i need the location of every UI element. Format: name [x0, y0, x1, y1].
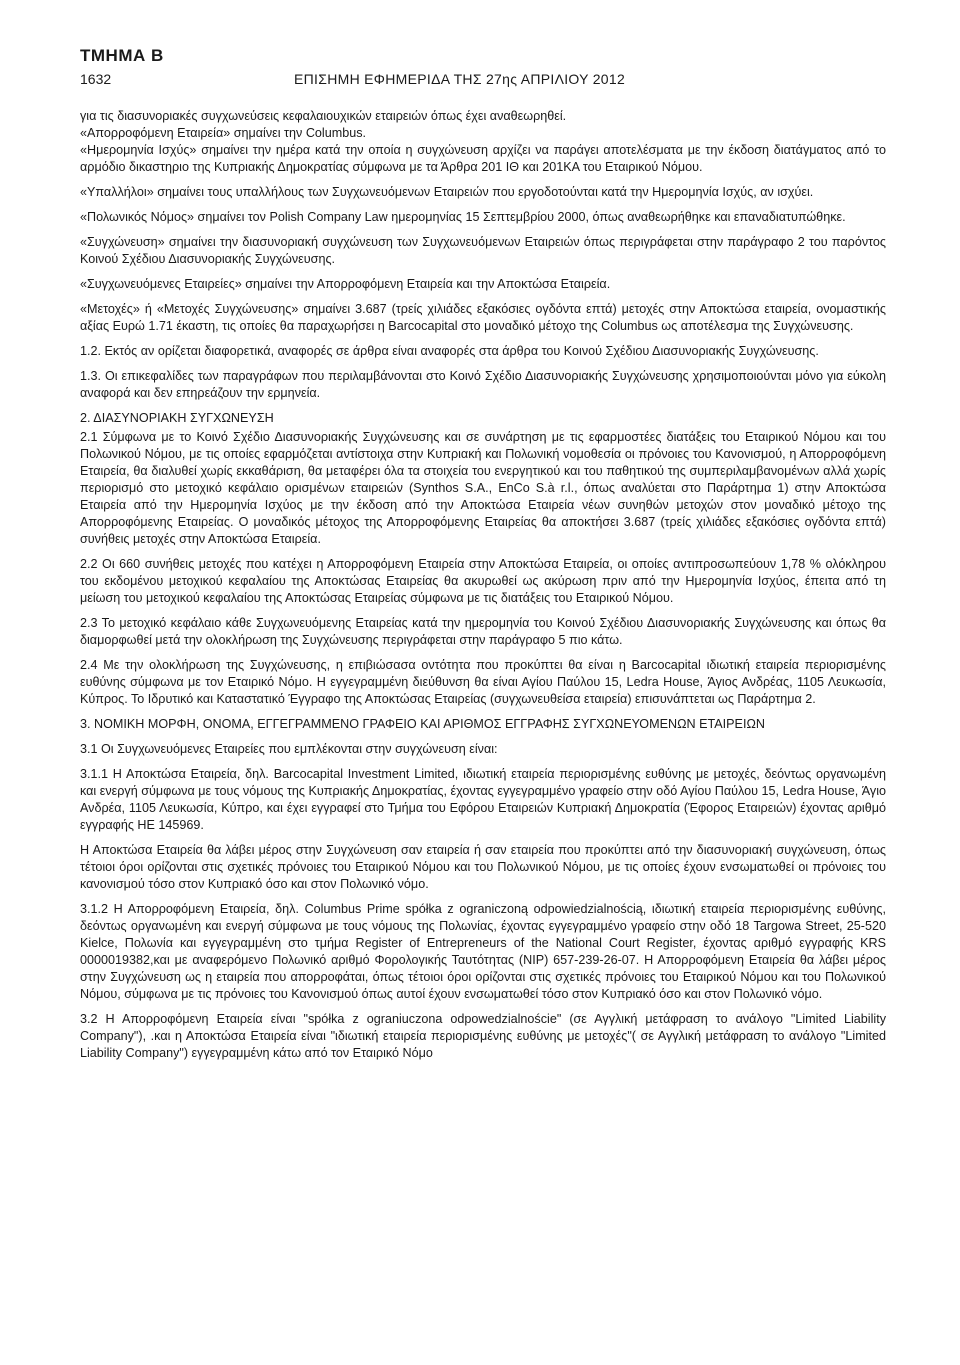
paragraph: 2.3 Το μετοχικό κεφάλαιο κάθε Συγχωνευόμενης Εταιρείας κατά την ημερομηνία του Κοινού Σχέδιου Διασυνοριακής Συγχώνευσης και όπως θα διαμορφωθεί μετά την ολοκλήρωση της Συγχώνευσης περιγράφεται στην παράγραφο 5 πιο κάτω.	[80, 616, 886, 647]
paragraph: 3.1.2 Η Απορροφόμενη Εταιρεία, δηλ. Columbus Prime spółka z ograniczoną odpowiedzialnością, ιδιωτική εταιρεία περιορισμένης ευθύνης, δεόντως οργανωμένη και ενεργή σύμφωνα με τους νόμους της Πολωνίας, έχοντας εγγεγραμμένο γραφείο στην οδό 18 Targowa Street, 25-520 Kielce, Πολωνία και εγγεγραμμένη στο τμήμα Register of Entrepreneurs of the National Court Register, έχοντας αριθμό εγγραφής KRS 0000019382,και με αναφερόμενο Πολωνικό αριθμό Φορολογικής Ταυτότητας (NIP) 657-239-26-07. Η Απορροφόμενη Εταιρεία θα λάβει μέρος στην Συγχώνευση ως η εταιρεία που απορροφάται, όπως τέτοιοι όροι ορίζονται στις σχετικές πρόνοιες του Εταιρικού Νόμου και του Πολωνικού Νόμου, σύμφωνα με τις πρόνοιες του Κανονισμού όπως αυτοί έχουν ενσωματωθεί τόσο στον Κυπριακό όσο και στον Πολωνικό νόμο.	[80, 902, 886, 1001]
paragraph: 2.2 Οι 660 συνήθεις μετοχές που κατέχει η Απορροφόμενη Εταιρεία στην Αποκτώσα Εταιρεία, οι οποίες αντιπροσωπεύουν 1,78 % ολόκληρου του εκδομένου μετοχικού κεφαλαίου της Αποκτώσας Εταιρείας θα ακυρωθεί ως ακύρωση πριν από την Ημερομηνία Ισχύος, έπειτα από τη μείωση του μετοχικού κεφαλαίου της Αποκτώσας Εταιρείας σύμφωνα με τις διατάξεις του Εταιρικού Νόμου.	[80, 557, 886, 605]
paragraph: «Ημερομηνία Ισχύς» σημαίνει την ημέρα κατά την οποία η συγχώνευση αρχίζει να παράγει αποτελέσματα με την έκδοση διατάγματος από το αρμόδιο δικαστηριο της Κυπριακής Δημοκρατίας σύμφωνα με τα Άρθρα 201 ΙΘ και 201ΚΑ του Εταιρικού Νόμου.	[80, 143, 886, 174]
page-header	[80, 71, 880, 89]
paragraph: «Απορροφόμενη Εταιρεία» σημαίνει την Columbus.	[80, 126, 367, 140]
paragraph: 1.2. Εκτός αν ορίζεται διαφορετικά, αναφορές σε άρθρα είναι αναφορές στα άρθρα του Κοινού Σχέδιου Διασυνοριακής Συγχώνευσης.	[80, 344, 819, 358]
paragraph: «Συγχώνευση» σημαίνει την διασυνοριακή συγχώνευση των Συγχωνευόμενων Εταιρειών όπως περιγράφεται στην παράγραφο 2 του παρόντος Κοινού Σχέδιου Διασυνοριακής Συγχώνευσης.	[80, 235, 886, 266]
paragraph: «Συγχωνευόμενες Εταιρείες» σημαίνει την Απορροφόμενη Εταιρεία και την Αποκτώσα Εταιρεία.	[80, 277, 611, 291]
section-label: ΤΜΗΜΑ Β	[80, 46, 164, 65]
paragraph: «Πολωνικός Νόμος» σημαίνει τον Polish Company Law ημερομηνίας 15 Σεπτεμβρίου 2000, όπως αναθεωρήθηκε και επαναδιατυπώθηκε.	[80, 210, 846, 224]
paragraph: 2.4 Με την ολοκλήρωση της Συγχώνευσης, η επιβιώσασα οντότητα που προκύπτει θα είναι η Barcocapital ιδιωτική εταιρεία περιορισμένης ευθύνης σύμφωνα με τον Εταιρικό Νόμο. Η εγγεγραμμένη διεύθυνση θα είναι Αγίου Παύλου 15, Ledra House, Άγιος Ανδρέας, 1105 Λευκωσία, Κύπρος. Το Ιδρυτικό και Καταστατικό Έγγραφο της Αποκτώσας Εταιρείας (συγχωνευθείσα εταιρεία) επισυνάπτεται ως Παράρτημα 2.	[80, 658, 886, 706]
paragraph: 3.2 Η Απορροφόμενη Εταιρεία είναι "spółka z ograniuczona odpowedzialnoście" (σε Αγγλική μετάφραση το ανάλογο "Limited Liability Company"), .και η Αποκτώσα Εταιρεία είναι "ιδιωτική εταιρεία περιορισμένης ευθύνης με μετοχές"( σε Αγγλική μετάφραση το ανάλογο "Limited Liability Company") εγγεγραμμένη κάτω από τον Εταιρικό Νόμο	[80, 1012, 886, 1060]
paragraph: για τις διασυνοριακές συγχωνεύσεις κεφαλαιουχικών εταιρειών όπως έχει αναθεωρηθεί.	[80, 109, 567, 123]
page-number: 1632	[80, 71, 112, 87]
paragraph: 2.1 Σύμφωνα με το Κοινό Σχέδιο Διασυνοριακής Συγχώνευσης και σε συνάρτηση με τις εφαρμοστέες διατάξεις του Εταιρικού Νόμου και του Πολωνικού Νόμου, με τις οποίες εφαρμόζεται αντίστοιχα στην Κυπριακή και Πολωνική νομοθεσία οι πρόνοιες του Κανονισμού, η Απορροφόμενη Εταιρεία, θα διαλυθεί χωρίς εκκαθάριση, θα μεταφέρει όλα τα στοιχεία του ενεργητικού και του παθητικού της συμπεριλαμβανομένων αλλά χωρίς περιορισμό στο μετοχικό κεφάλαιο ορισμένων εταιρειών (Synthos S.A., EnCo S.à r.l., όπως αναλύεται στο Παράρτημα 1) στην Αποκτώσα Εταιρεία από την Ημερομηνία Ισχύος με την έκδοση από την Αποκτώσα Εταιρεία νέων συνηθών μετοχών στον μοναδικό μέτοχο της Απορροφόμενης Εταιρείας. Ο μοναδικός μέτοχος της Απορροφόμενης Εταιρείας θα αποκτήσει 3.687 (τρείς χιλιάδες εξακόσιες ογδόντα επτά) συνήθεις μετοχές στην Αποκτώσα Εταιρεία.	[80, 430, 886, 546]
section-heading: 2. ΔΙΑΣΥΝΟΡΙΑΚΗ ΣΥΓΧΩΝΕΥΣΗ	[80, 411, 274, 425]
document-body	[80, 108, 886, 1062]
paragraph: «Μετοχές» ή «Μετοχές Συγχώνευσης» σημαίνει 3.687 (τρείς χιλιάδες εξακόσιες ογδόντα επτά) μετοχές στην Αποκτώσα εταιρεία, ονομαστικής αξίας Ευρώ 1.71 έκαστη, τις οποίες θα παραχωρήσει η Barcocapital στο μοναδικό μέτοχο της Columbus ως αποτέλεσμα της Συγχώνευσης.	[80, 302, 886, 333]
running-title: ΕΠΙΣΗΜΗ ΕΦΗΜΕΡΙΔΑ ΤΗΣ 27ης ΑΠΡΙΛΙΟΥ 2012	[294, 71, 626, 87]
paragraph: 3.1 Οι Συγχωνευόμενες Εταιρείες που εμπλέκονται στην συγχώνευση είναι:	[80, 742, 498, 756]
section-heading: 3. ΝΟΜΙΚΗ ΜΟΡΦΗ, ΟΝΟΜΑ, ΕΓΓΕΓΡΑΜΜΕΝΟ ΓΡΑΦΕΙΟ ΚΑΙ ΑΡΙΘΜΟΣ ΕΓΓΡΑΦΗΣ ΣΥΓΧΩΝΕΥΟΜΕΝΩΝ ΕΤΑΙΡΕΙΩΝ	[80, 717, 765, 731]
paragraph: «Υπαλλήλοι» σημαίνει τους υπαλλήλους των Συγχωνευόμενων Εταιρειών που εργοδοτούνται κατά την Ημερομηνία Ισχύς, αν ισχύει.	[80, 185, 814, 199]
paragraph: 3.1.1 Η Αποκτώσα Εταιρεία, δηλ. Barcocapital Investment Limited, ιδιωτική εταιρεία περιορισμένης ευθύνης με μετοχές, δεόντως οργανωμένη και ενεργή σύμφωνα με τους νόμους της Κυπριακής Δημοκρατίας, έχοντας εγγεγραμμένο γραφείο στην οδό Αγίου Παύλου 15, Ledra House, Άγιο Ανδρέα, 1105 Λευκωσία, Κύπρο, και έχει εγγραφεί στο Τμήμα του Εφόρου Εταιρειών Κυπριακή Δημοκρατία (Έφορος Εταιρειών) έχοντας αριθμό εγγραφής ΗΕ 145969.	[80, 767, 886, 832]
paragraph: Η Αποκτώσα Εταιρεία θα λάβει μέρος στην Συγχώνευση σαν εταιρεία ή σαν εταιρεία που προκύπτει από την διασυνοριακή συγχώνευση, όπως τέτοιοι όροι ορίζονται στις σχετικές πρόνοιες του Εταιρικού Νόμου και του Πολωνικού Νόμου, με τις οποίες έχουν ενσωματωθεί οι πρόνοιες του κανονισμού τόσο στον Κυπριακό όσο και στον Πολωνικό νόμο.	[80, 843, 886, 891]
paragraph: 1.3. Οι επικεφαλίδες των παραγράφων που περιλαμβάνονται στο Κοινό Σχέδιο Διασυνοριακής Συγχώνευσης χρησιμοποιούνται μόνο για εύκολη αναφορά και δεν επηρεάζουν την ερμηνεία.	[80, 369, 886, 400]
